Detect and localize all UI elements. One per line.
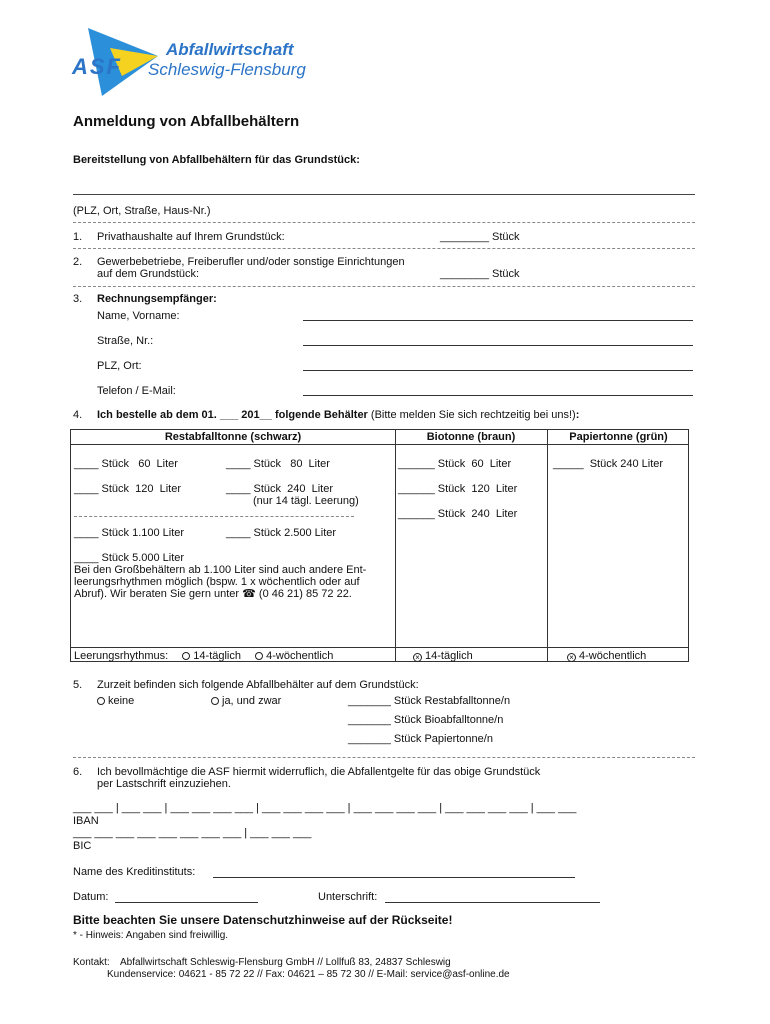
current-papier-field[interactable]: _______ Stück Papiertonne/n	[348, 733, 493, 745]
date-label: Datum:	[73, 891, 109, 903]
rhythm-4w-radio[interactable]	[255, 652, 263, 660]
table-col-divider	[547, 430, 548, 661]
container-table	[70, 429, 689, 662]
privacy-notice: Bitte beachten Sie unsere Datenschutzhinweise auf der Rückseite!	[73, 913, 453, 927]
papier-240-field[interactable]: _____ Stück 240 Liter	[553, 458, 664, 470]
current-rest-field[interactable]: _______ Stück Restabfalltonne/n	[348, 695, 511, 707]
bank-label: Name des Kreditinstituts:	[73, 866, 196, 878]
header-bio: Biotonne (braun)	[426, 431, 516, 443]
rest-note-line3	[74, 588, 352, 601]
rest-2500-field[interactable]: ____ Stück 2.500 Liter	[226, 527, 337, 539]
papier-rhythm	[567, 650, 646, 663]
bic-label: BIC	[73, 840, 92, 852]
signature-label: Unterschrift:	[318, 891, 378, 903]
rest-240-note: (nur 14 tägl. Leerung)	[253, 495, 359, 507]
rhythm-4w-label: 4-wöchentlich	[266, 650, 334, 662]
yes-label: ja, und zwar	[222, 695, 282, 707]
logo-line1: Abfallwirtschaft	[166, 40, 294, 59]
rest-60-field[interactable]: ____ Stück 60 Liter	[74, 458, 178, 470]
bio-240-field[interactable]: ______ Stück 240 Liter	[398, 508, 518, 520]
page-title: Anmeldung von Abfallbehältern	[73, 113, 300, 130]
asf-logo	[70, 26, 340, 98]
rest-120-field[interactable]: ____ Stück 120 Liter	[74, 483, 182, 495]
item6-num: 6.	[73, 766, 83, 778]
table-footer-divider	[71, 647, 688, 648]
logo-abbr: ASF	[72, 54, 122, 79]
name-field[interactable]	[303, 320, 693, 321]
street-field[interactable]	[303, 345, 693, 346]
item6-label-line2: per Lastschrift einzuziehen.	[97, 778, 231, 790]
item4-note: (Bitte melden Sie sich rechtzeitig bei uns!)	[370, 409, 576, 421]
bic-field[interactable]: ___ ___ ___ ___ ___ ___ ___ ___ | ___ ___ ___	[73, 827, 312, 839]
rhythm-14-label: 14-täglich	[193, 650, 241, 662]
item2-label-line2: auf dem Grundstück:	[97, 268, 200, 280]
divider	[73, 222, 695, 223]
none-radio[interactable]	[97, 697, 105, 705]
table-col-divider	[395, 430, 396, 661]
table-header-divider	[71, 444, 688, 445]
divider	[73, 757, 695, 758]
yes-radio[interactable]	[211, 697, 219, 705]
item3-num: 3.	[73, 293, 83, 305]
iban-field[interactable]: ___ ___ | ___ ___ | ___ ___ ___ ___ | ___ ___ ___ ___ | ___ ___ ___ ___ | ___ ___ ___ ___ | ___ ___	[73, 802, 577, 814]
item5-num: 5.	[73, 679, 83, 691]
phone-email-label: Telefon / E-Mail:	[97, 385, 176, 397]
rest-240-field[interactable]: ____ Stück 240 Liter	[226, 483, 334, 495]
papier-rhythm-label: 4-wöchentlich	[579, 650, 647, 662]
rest-note-text: Abruf). Wir beraten Sie gern unter	[74, 588, 240, 600]
item4-line	[97, 409, 579, 422]
signature-field[interactable]	[385, 902, 600, 903]
address-label: (PLZ, Ort, Straße, Haus-Nr.)	[73, 205, 211, 217]
bio-rhythm-label: 14-täglich	[425, 650, 473, 662]
divider	[73, 286, 695, 287]
papier-rhythm-checked-icon: ×	[567, 653, 576, 662]
header-restabfall: Restabfalltonne (schwarz)	[164, 431, 302, 443]
phone-email-field[interactable]	[303, 395, 693, 396]
telephone-icon: ☎	[242, 588, 256, 600]
subtitle: Bereitstellung von Abfallbehältern für das Grundstück:	[73, 154, 360, 166]
divider	[74, 516, 354, 517]
zip-city-field[interactable]	[303, 370, 693, 371]
address-line[interactable]	[73, 194, 695, 195]
bank-field[interactable]	[213, 877, 575, 878]
item3-heading: Rechnungsempfänger:	[97, 293, 217, 305]
divider	[73, 248, 695, 249]
rest-80-field[interactable]: ____ Stück 80 Liter	[226, 458, 330, 470]
rest-note-line1: Bei den Großbehältern ab 1.100 Liter sind auch andere Ent-	[74, 564, 367, 576]
contact-line1: Abfallwirtschaft Schleswig-Flensburg GmbH // Lollfuß 83, 24837 Schleswig	[120, 957, 451, 968]
bio-60-field[interactable]: ______ Stück 60 Liter	[398, 458, 512, 470]
contact-label: Kontakt:	[73, 957, 110, 968]
bio-rhythm-checked-icon: ×	[413, 653, 422, 662]
optional-hint: * - Hinweis: Angaben sind freiwillig.	[73, 930, 229, 941]
rhythm-row	[74, 650, 333, 663]
item5-yes-option[interactable]	[211, 695, 281, 708]
bio-rhythm	[413, 650, 473, 663]
item6-label-line1: Ich bevollmächtige die ASF hiermit widerruflich, die Abfallentgelte für das obige Grundstück	[97, 766, 541, 778]
item4-colon: :	[575, 409, 580, 421]
logo-line2: Schleswig-Flensburg	[148, 60, 306, 79]
rest-note-line2: leerungsrhythmen möglich (bspw. 1 x wöchentlich oder auf	[74, 576, 360, 588]
bio-120-field[interactable]: ______ Stück 120 Liter	[398, 483, 518, 495]
rest-5000-field[interactable]: ____ Stück 5.000 Liter	[74, 552, 185, 564]
item1-label: Privathaushalte auf Ihrem Grundstück:	[97, 231, 285, 243]
item4-num: 4.	[73, 409, 83, 421]
name-label: Name, Vorname:	[97, 310, 180, 322]
item2-num: 2.	[73, 256, 83, 268]
item1-num: 1.	[73, 231, 83, 243]
street-label: Straße, Nr.:	[97, 335, 154, 347]
item5-none-option[interactable]	[97, 695, 134, 708]
iban-label: IBAN	[73, 815, 99, 827]
none-label: keine	[108, 695, 135, 707]
rhythm-label: Leerungsrhythmus:	[74, 650, 169, 662]
zip-city-label: PLZ, Ort:	[97, 360, 142, 372]
header-papier: Papiertonne (grün)	[569, 431, 668, 443]
item1-count-field[interactable]: ________ Stück	[440, 231, 520, 243]
item4-heading: Ich bestelle ab dem 01. ___ 201__ folgende Behälter	[97, 409, 368, 421]
item5-label: Zurzeit befinden sich folgende Abfallbehälter auf dem Grundstück:	[97, 679, 419, 691]
current-bio-field[interactable]: _______ Stück Bioabfalltonne/n	[348, 714, 504, 726]
contact-line2: Kundenservice: 04621 - 85 72 22 // Fax: 04621 – 85 72 30 // E-Mail: service@asf-online.de	[107, 969, 510, 980]
service-phone: (0 46 21) 85 72 22.	[258, 588, 352, 600]
rhythm-14-radio[interactable]	[182, 652, 190, 660]
item2-label-line1: Gewerbebetriebe, Freiberufler und/oder sonstige Einrichtungen	[97, 256, 405, 268]
rest-1100-field[interactable]: ____ Stück 1.100 Liter	[74, 527, 185, 539]
item2-count-field[interactable]: ________ Stück	[440, 268, 520, 280]
date-field[interactable]	[115, 902, 258, 903]
